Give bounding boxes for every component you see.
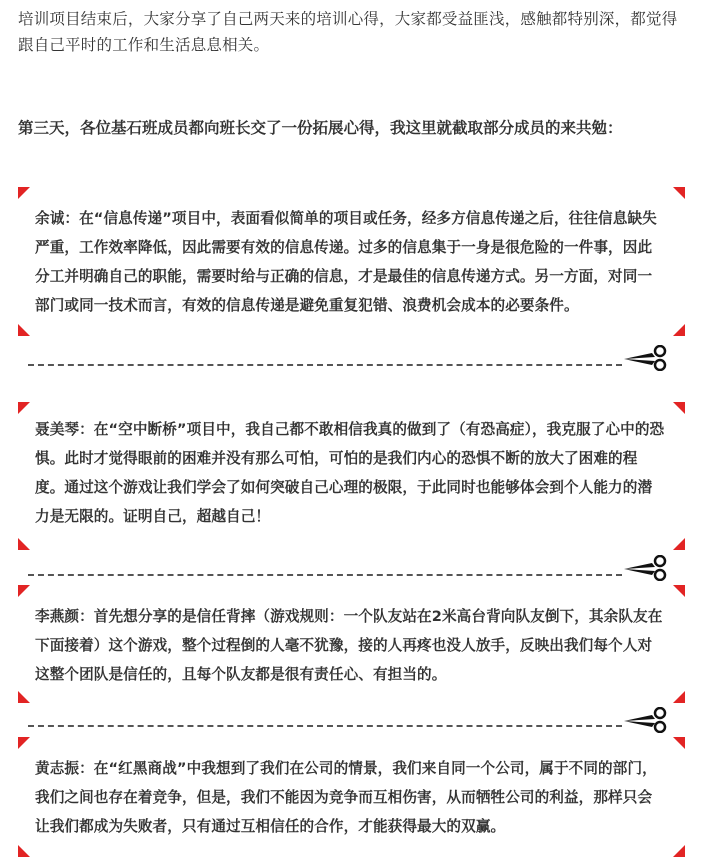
corner-triangle-icon [18, 737, 30, 749]
intro-paragraph: 培训项目结束后，大家分享了自己两天来的培训心得，大家都受益匪浅，感触都特别深，都觉得跟自己平时的工作和生活息息相关。 [18, 10, 678, 54]
note-yucheng: 余诚：在“信息传递”项目中，表面看似简单的项目或任务，经多方信息传递之后，往往信息缺失严重，工作效率降低，因此需要有效的信息传递。过多的信息集于一身是很危险的一件事，因此分工并明确自己的职能，需要时给与正确的信息，才是最佳的信息传递方式。另一方面，对同一部门或同一技术而言，有效的信息传递是避免重复犯错、浪费机会成本的必要条件。 [35, 210, 657, 314]
day3-heading: 第三天，各位基石班成员都向班长交了一份拓展心得，我这里就截取部分成员的来共勉： [18, 119, 623, 137]
corner-triangle-icon [18, 691, 30, 703]
corner-triangle-icon [18, 324, 30, 336]
corner-triangle-icon [673, 538, 685, 550]
scissors-icon [622, 345, 670, 371]
scissors-icon [622, 555, 670, 581]
corner-triangle-icon [18, 585, 30, 597]
note-niemeiqin: 聂美琴：在“空中断桥”项目中，我自己都不敢相信我真的做到了（有恐高症），我克服了心中的恐惧。此时才觉得眼前的困难并没有那么可怕，可怕的是我们内心的恐惧不断的放大了困难的程度。通过这个游戏让我们学会了如何突破自己心理的极限，于此同时也能够体会到个人能力的潜力是无限的。证明自己，超越自己！ [35, 421, 665, 525]
cut-line [28, 574, 622, 576]
corner-triangle-icon [673, 845, 685, 857]
corner-triangle-icon [18, 538, 30, 550]
corner-triangle-icon [673, 691, 685, 703]
corner-triangle-icon [673, 402, 685, 414]
scissors-icon [622, 707, 670, 733]
corner-triangle-icon [18, 402, 30, 414]
corner-triangle-icon [673, 585, 685, 597]
corner-triangle-icon [673, 324, 685, 336]
cut-line [28, 364, 622, 366]
note-liyanyan: 李燕颜：首先想分享的是信任背摔（游戏规则：一个队友站在2米高台背向队友倒下，其余队友在下面接着）这个游戏，整个过程倒的人毫不犹豫，接的人再疼也没人放手，反映出我们每个人对这整个团队是信任的，且每个队友都是很有责任心、有担当的。 [35, 608, 663, 683]
corner-triangle-icon [673, 737, 685, 749]
corner-triangle-icon [18, 845, 30, 857]
corner-triangle-icon [673, 187, 685, 199]
note-huangzhizhen: 黄志振：在“红黑商战”中我想到了我们在公司的情景，我们来自同一个公司，属于不同的部门，我们之间也存在着竞争，但是，我们不能因为竞争而互相伤害，从而牺牲公司的利益，那样只会让我们都成为失败者，只有通过互相信任的合作，才能获得最大的双赢。 [35, 760, 657, 835]
corner-triangle-icon [18, 187, 30, 199]
cut-line [28, 725, 622, 727]
